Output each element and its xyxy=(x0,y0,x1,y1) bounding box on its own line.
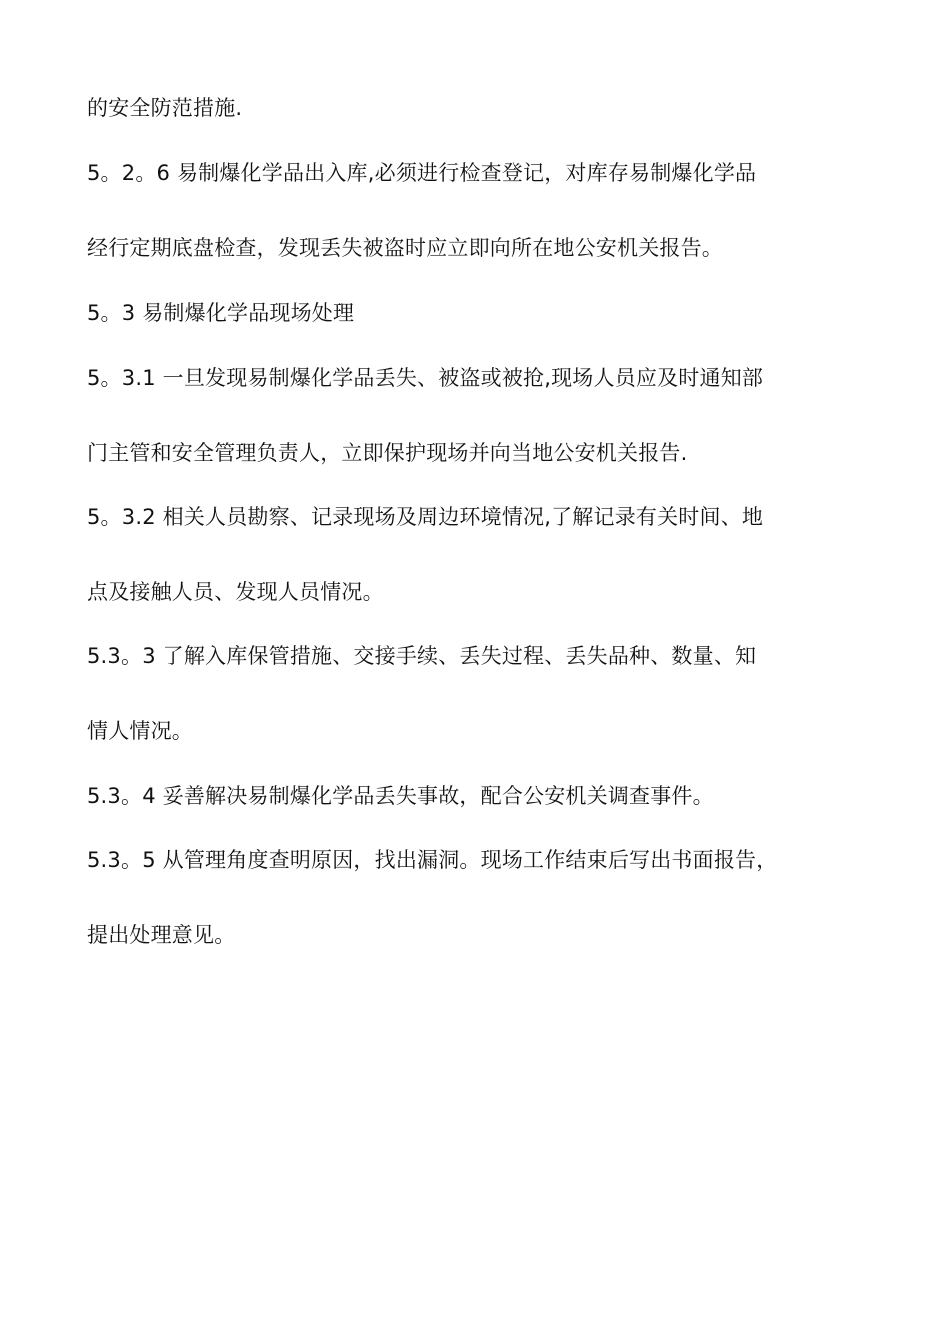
text-line: 5。3.2 相关人员勘察、记录现场及周边环境情况,了解记录有关时间、地 xyxy=(87,505,764,529)
section-heading: 5。3 易制爆化学品现场处理 xyxy=(87,301,355,325)
text-line: 5.3。3 了解入库保管措施、交接手续、丢失过程、丢失品种、数量、知 xyxy=(87,644,757,668)
text-line: 的安全防范措施. xyxy=(87,96,243,120)
text-line: 经行定期底盘检查，发现丢失被盗时应立即向所在地公安机关报告。 xyxy=(87,236,723,260)
text-line: 5。3.1 一旦发现易制爆化学品丢失、被盗或被抢,现场人员应及时通知部 xyxy=(87,366,764,390)
text-line: 门主管和安全管理负责人，立即保护现场并向当地公安机关报告. xyxy=(87,441,688,465)
text-line: 提出处理意见。 xyxy=(87,923,236,947)
text-line: 5。2。6 易制爆化学品出入库,必须进行检查登记，对库存易制爆化学品 xyxy=(87,161,757,185)
text-line: 5.3。4 妥善解决易制爆化学品丢失事故，配合公安机关调查事件。 xyxy=(87,784,714,808)
text-line: 情人情况。 xyxy=(87,719,193,743)
text-line: 点及接触人员、发现人员情况。 xyxy=(87,580,384,604)
text-line: 5.3。5 从管理角度查明原因，找出漏洞。现场工作结束后写出书面报告， xyxy=(87,848,778,872)
